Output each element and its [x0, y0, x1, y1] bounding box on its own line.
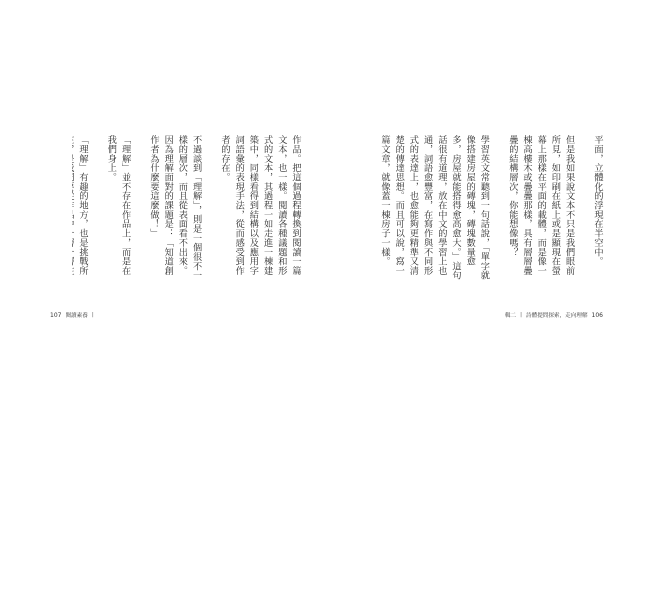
page-number: 106 [591, 311, 603, 319]
footer-separator: | [91, 312, 94, 318]
paragraph: 作品。把這個過程轉換到閱讀一篇文本，也一樣。閱讀各種議題和形式的文本，其過程一如走進一棟建築中，同樣看得到結構以及應用字詞語彙的表現手法，從而感受到作者的存在。 [218, 135, 301, 276]
left-page-footer [50, 311, 94, 319]
paragraph: 平面，立體化的浮現在半空中。 [592, 135, 603, 266]
running-title: 閱讀素養 [65, 313, 88, 319]
left-page-text [72, 135, 302, 283]
paragraph: 但是我如果說文本不只是我們眼前所見，如印刷在紙上或是顯現在螢幕上那樣在平面的載體，而是像一棟高樓木或疊疊那樣，具有層層疊疊的結構層次，你能想像嗎？ [506, 135, 575, 276]
right-page [328, 0, 655, 609]
page-number: 107 [50, 311, 62, 319]
right-page-footer [505, 311, 603, 319]
paragraph: 「理解」有趣的地方，也是挑戰所 [77, 135, 88, 276]
paragraph: 「理解」並不存在作品上，而是在我們身上。 [105, 135, 131, 276]
paragraph: 學習英文常聽到一句話說，「單字就像搭建房屋的磚塊，磚塊數量愈多，房屋就能搭得愈高愈大。」這句話很有道理，放在中文的學習上也通，詞語愈豐富，在寫作與不同形式的表達上，也愈能夠更精準又清楚的傳達思想。而且可以說，寫一篇文章，就像蓋一棟房子一樣。 [378, 135, 490, 280]
right-page-text [378, 135, 604, 283]
footer-separator: | [520, 312, 522, 318]
chapter-label: 輯二 [504, 313, 517, 319]
running-title: 詩體提問探索，走向理解 [526, 313, 588, 319]
paragraph: 不過談到「理解」，則是一個很不一樣的層次，而且從表面看不出來。因為理解面對的課題是：「知道創作者為什麼要這麼做！」 [147, 135, 202, 280]
